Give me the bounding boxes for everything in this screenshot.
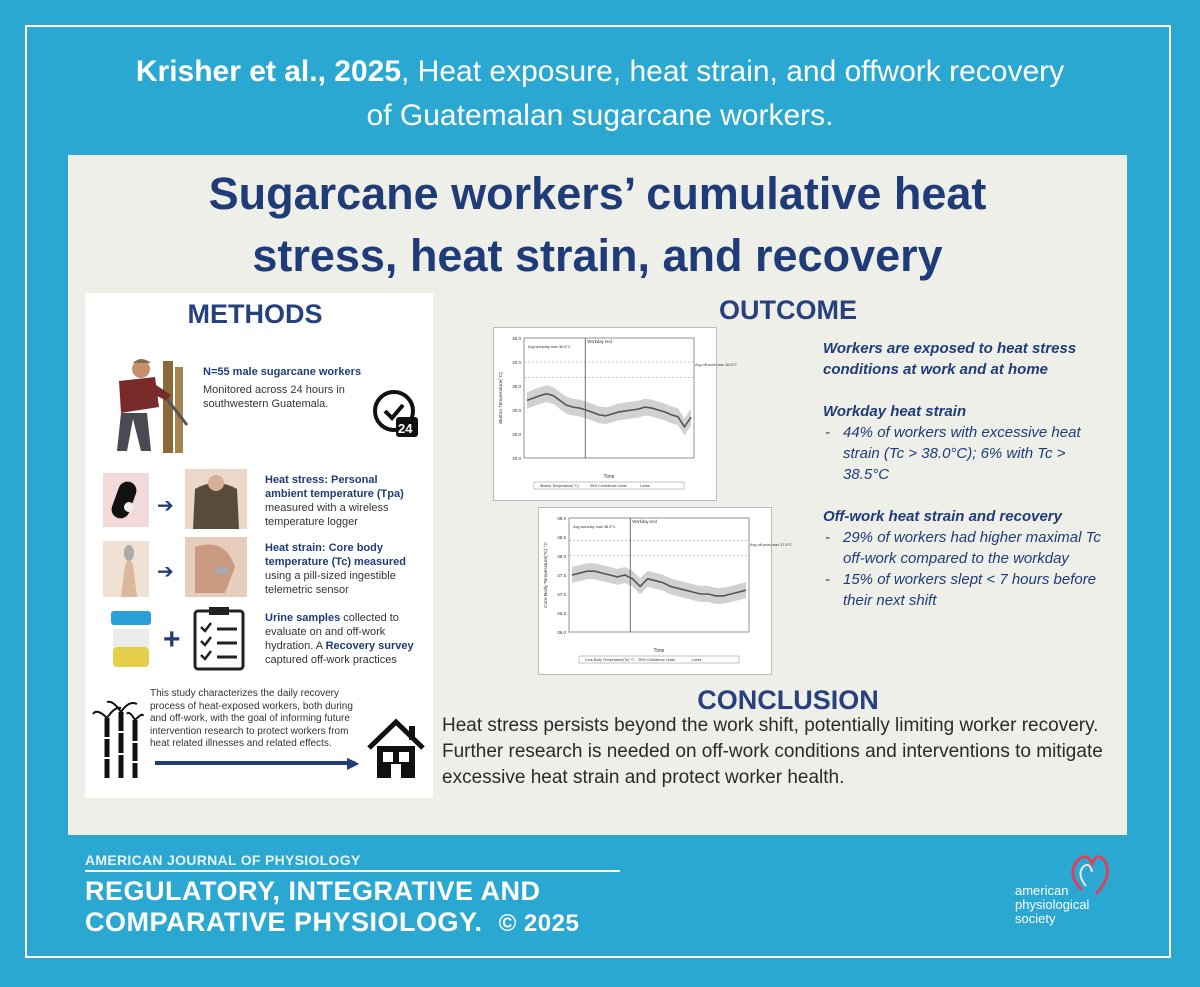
chart-tpa (493, 327, 737, 501)
tick-label: 37.0 (557, 592, 566, 597)
worker-illustration (97, 355, 189, 455)
journal-title-line2: COMPARATIVE PHYSIOLOGY. (85, 907, 483, 937)
participants-text (203, 365, 383, 411)
urine-bold: Urine samples (265, 612, 341, 624)
clipboard-survey-icon (191, 605, 247, 671)
methods-heading: METHODS (187, 299, 323, 329)
journal-title (85, 876, 579, 939)
arrow-right-icon: ➔ (157, 495, 174, 517)
outcome-text (823, 338, 1113, 611)
heat-stress-text (265, 473, 420, 529)
legend-entry: Loess (691, 658, 702, 662)
survey-bold: Recovery survey (325, 640, 414, 652)
offwork-list (823, 527, 1113, 611)
pill-hand-icon (103, 541, 149, 597)
tick-label: 30.0 (512, 408, 521, 413)
graphical-abstract (68, 155, 1127, 835)
journal-series: AMERICAN JOURNAL OF PHYSIOLOGY (85, 852, 361, 868)
tick-label: 36.5 (557, 611, 566, 616)
abstract-title-line1: Sugarcane workers’ cumulative heat (208, 168, 987, 219)
list-item: - 44% of workers with excessive heat strain (Tc > 38.0°C); 6% with Tc > 38.5°C (823, 422, 1113, 485)
tick-label: 36.0 (557, 630, 566, 635)
clock-24-icon (370, 389, 418, 437)
y-axis-label: iButton Temperature(°C) (499, 372, 504, 424)
legend-entry: Loess (640, 484, 650, 488)
legend-entry: Core Body Temperature(Tc) °C (585, 658, 635, 662)
survey-detail: captured off-work practices (265, 654, 397, 666)
aps-line1: american (1015, 883, 1069, 898)
heat-strain-detail: using a pill-sized ingestible telemetric sensor (265, 570, 396, 596)
legend-entry: 95% Confidence Limits (638, 658, 676, 662)
annotation-offwork-max: Avg off-work max 36.5°C (695, 363, 737, 367)
methods-panel (85, 293, 433, 798)
annotation-workday-end: Workday end (632, 519, 657, 524)
outcome-heading: OUTCOME (719, 295, 857, 325)
plus-icon: + (163, 623, 181, 656)
journal-title-line1: REGULATORY, INTEGRATIVE AND (85, 876, 541, 906)
arrow-right-icon: ▶ (347, 755, 360, 772)
annotation-workday-end: Workday end (587, 339, 612, 344)
citation-title-part1: , Heat exposure, heat strain, and offwork recovery (401, 55, 1065, 88)
swallow-pill-icon (185, 537, 247, 597)
tick-label: 39.0 (557, 516, 566, 521)
abstract-title (68, 163, 1127, 287)
participants-detail: Monitored across 24 hours in southwestern Guatemala. (203, 384, 345, 410)
clock-24-label: 24 (398, 421, 413, 436)
offwork-heading: Off-work heat strain and recovery (823, 508, 1062, 525)
chart-tpa-svg (494, 328, 737, 500)
journal-copyright: © 2025 (498, 910, 580, 937)
tick-label: 40.0 (512, 360, 521, 365)
aps-wordmark (1015, 884, 1089, 926)
workday-heading: Workday heat strain (823, 403, 967, 420)
aps-line2: physiological (1015, 897, 1090, 912)
arrow-right-icon: ➔ (157, 561, 174, 583)
house-icon (365, 718, 427, 780)
legend-entry: iButton Temperature(°C) (540, 484, 579, 488)
tick-label: 37.5 (557, 573, 566, 578)
legend-entry: 95% Confidence Limits (590, 484, 627, 488)
aps-line3: society (1015, 911, 1056, 926)
tick-label: 35.0 (512, 384, 521, 389)
summary-arrow-line (155, 761, 355, 765)
tick-label: 38.5 (557, 535, 566, 540)
annotation-workday-max: Avg workday max 38.3°C (573, 525, 616, 529)
workday-list (823, 422, 1113, 485)
list-item: - 29% of workers had higher maximal Tc off-work compared to the workday (823, 527, 1113, 569)
urine-detail: collected to evaluate on and off-work hydration. A (265, 612, 399, 652)
tick-label: 20.0 (512, 456, 521, 461)
tick-label: 45.0 (512, 336, 521, 341)
tick-label: 25.0 (512, 432, 521, 437)
y-axis-label: Core Body Temperature(Tc) °C (544, 542, 549, 608)
urine-survey-text (265, 611, 420, 667)
heat-stress-bold: Heat stress: Personal ambient temperature (Tpa) (265, 474, 404, 500)
citation (0, 50, 1200, 138)
abstract-title-line2: stress, heat strain, and recovery (252, 230, 943, 281)
participants-bold: N=55 male sugarcane workers (203, 366, 362, 378)
chart-tc-svg (539, 508, 792, 674)
heat-strain-bold: Heat strain: Core body temperature (Tc) measured (265, 542, 407, 568)
chart-tc (538, 507, 792, 675)
annotation-workday-max: Avg workday max 36.6°C (528, 345, 571, 349)
summary-text: This study characterizes the daily recovery process of heat-exposed workers, both during and off-work, with the goal of informing future intervention research to protect workers from heat related illnesses and related effects. (150, 688, 353, 749)
citation-authors: Krisher et al., 2025 (135, 55, 402, 88)
heat-strain-text (265, 541, 420, 597)
urine-cup-icon (107, 609, 155, 671)
tick-label: 38.0 (557, 554, 566, 559)
journal-divider (85, 870, 620, 872)
x-axis-label: Time (653, 648, 665, 654)
citation-title-part2: of Guatemalan sugarcane workers. (366, 99, 834, 132)
outcome-lead: Workers are exposed to heat stress conditions at work and at home (823, 340, 1077, 378)
conclusion-text: Heat stress persists beyond the work shift, potentially limiting worker recovery. Further research is needed on off-work conditions and interventions to mitigate excessive heat strain and protect worker health. (442, 715, 1103, 788)
x-axis-label: Time (603, 474, 615, 480)
heat-stress-detail: measured with a wireless temperature logger (265, 502, 389, 528)
temperature-logger-icon (103, 473, 149, 527)
conclusion-heading: CONCLUSION (697, 685, 879, 715)
sugarcane-icon (93, 698, 143, 778)
worker-torso-icon (185, 469, 247, 529)
annotation-offwork-max: Avg off-work max 37.8°C (750, 543, 792, 547)
list-item: - 15% of workers slept < 7 hours before their next shift (823, 569, 1113, 611)
